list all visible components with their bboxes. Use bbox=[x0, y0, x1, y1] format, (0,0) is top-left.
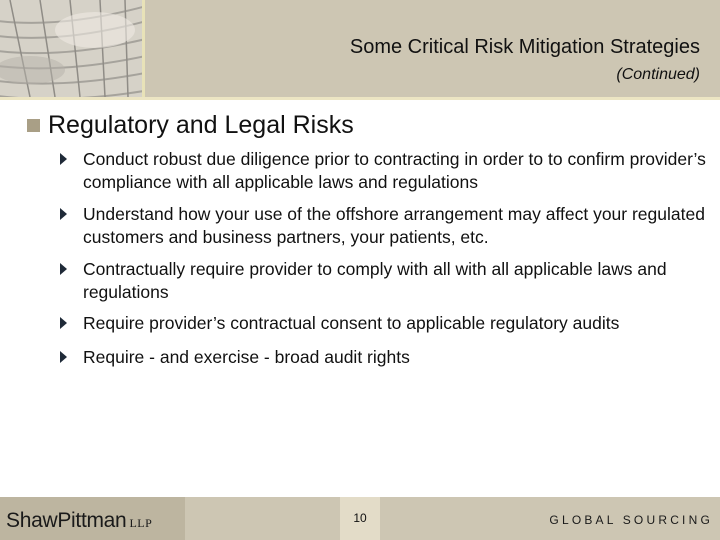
spiral-staircase-image bbox=[0, 0, 145, 97]
list-item-text: Contractually require provider to comply with all with all applicable laws and regulations bbox=[83, 259, 667, 302]
header-rule bbox=[0, 97, 720, 100]
triangle-arrow-icon bbox=[60, 351, 67, 363]
footer-band bbox=[0, 497, 720, 540]
list-item-text: Require provider’s contractual consent to applicable regulatory audits bbox=[83, 313, 620, 333]
list-item-text: Require - and exercise - broad audit rights bbox=[83, 347, 410, 367]
triangle-arrow-icon bbox=[60, 153, 67, 165]
section-heading: Regulatory and Legal Risks bbox=[48, 111, 354, 139]
logo-text: ShawPittman bbox=[6, 509, 127, 532]
company-logo bbox=[6, 509, 152, 533]
triangle-arrow-icon bbox=[60, 208, 67, 220]
footer-brand: GLOBAL SOURCING bbox=[549, 513, 713, 527]
triangle-arrow-icon bbox=[60, 263, 67, 275]
logo-suffix: LLP bbox=[129, 516, 153, 530]
slide-title: Some Critical Risk Mitigation Strategies bbox=[349, 36, 700, 58]
header-band bbox=[0, 0, 720, 97]
triangle-arrow-icon bbox=[60, 317, 67, 329]
logo-area bbox=[0, 497, 185, 540]
list-item-text: Conduct robust due diligence prior to contracting in order to to confirm provider’s compliance with all applicable laws and regulations bbox=[83, 149, 706, 192]
square-bullet-icon bbox=[27, 119, 40, 132]
page-number-box bbox=[340, 497, 380, 540]
header-divider bbox=[142, 0, 145, 97]
page-number: 10 bbox=[353, 511, 367, 525]
slide-subtitle: (Continued) bbox=[616, 66, 700, 83]
list-item-text: Understand how your use of the offshore arrangement may affect your regulated customers and business partners, your patients, etc. bbox=[83, 204, 705, 247]
